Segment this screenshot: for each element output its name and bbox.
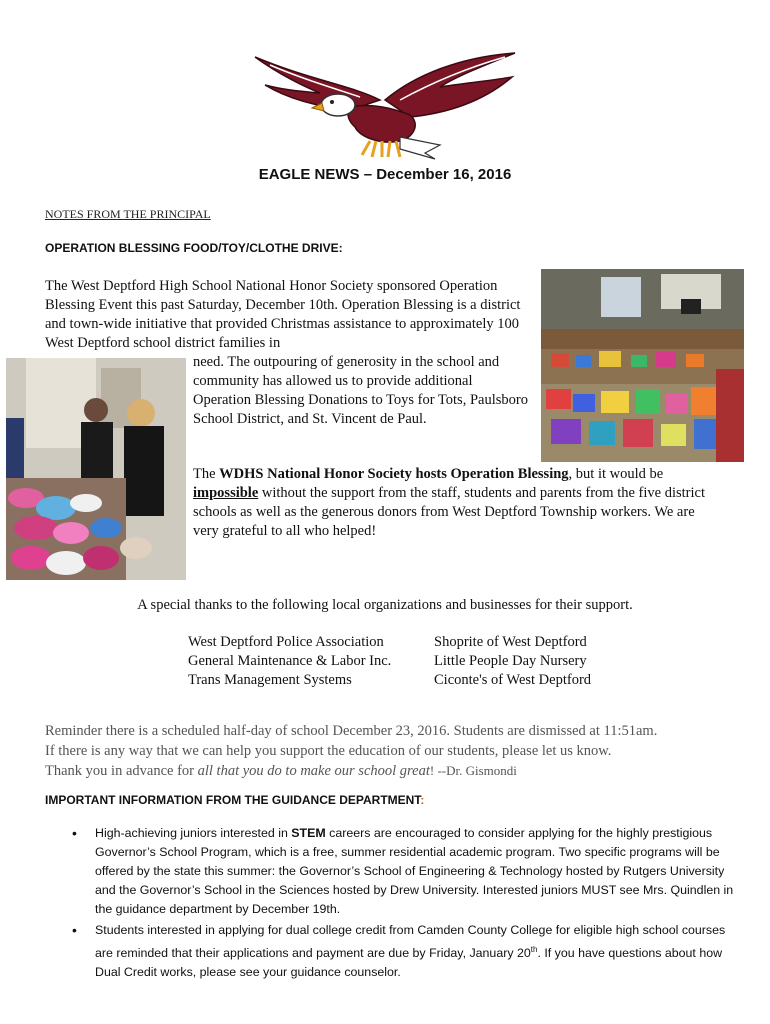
dual-credit-item-end: . If you have questions about how Dual Credit works, please see your guidance counselor. xyxy=(95,946,723,980)
stem-bold: STEM xyxy=(291,826,326,840)
honor-society-bold-text: WDHS National Honor Society hosts Operation Blessing xyxy=(219,466,569,482)
honor-society-paragraph xyxy=(193,465,723,541)
drive-heading: OPERATION BLESSING FOOD/TOY/CLOTHE DRIVE: xyxy=(45,241,343,255)
sponsor-item: Trans Management Systems xyxy=(188,672,352,688)
guidance-list xyxy=(76,824,736,984)
sponsor-item: General Maintenance & Labor Inc. xyxy=(188,653,392,669)
signoff-signature: ! --Dr. Gismondi xyxy=(429,763,517,778)
honor-society-text-start: The xyxy=(193,466,220,482)
reminder-signoff-line xyxy=(45,761,745,781)
sponsor-item: Ciconte's of West Deptford xyxy=(434,672,592,688)
sponsors-right-column xyxy=(434,633,591,690)
signoff-text: Thank you in advance for xyxy=(45,763,198,779)
page-title: EAGLE NEWS – December 16, 2016 xyxy=(258,166,512,183)
stem-item-start: High-achieving juniors interested in xyxy=(95,826,292,840)
signoff-italic: all that you do to make our school great xyxy=(197,763,430,779)
honor-society-text-mid: , but it would be xyxy=(568,466,664,482)
volunteers-photo xyxy=(6,358,186,580)
impossible-emphasis: impossible xyxy=(193,485,259,501)
dual-credit-item-start: Students interested in applying for dual college credit from Camden County College for eligible high school courses are reminded that their applications and payment are due by Friday, January 20 xyxy=(95,923,726,961)
reminder-line: Reminder there is a scheduled half-day of school December 23, 2016. Students are dismissed at 11:51am. xyxy=(45,723,658,739)
dual-credit-superscript: th xyxy=(530,945,538,954)
sponsors-left-column xyxy=(188,633,391,690)
stem-item-end: careers are encouraged to consider applying for the highly prestigious Governor’s School Program, which is a free, summer residential academic program. Two specific programs will be offered by the state this summer: the Governor’s School of Engineering & Technology hosted by Rutgers University and the Governor’s School in the Sciences hosted by Drew University. Interested juniors MUST see Mrs. Quindlen in the guidance department by December 19th. xyxy=(95,826,734,916)
operation-blessing-paragraph-top: The West Deptford High School National Honor Society sponsored Operation Blessing Event this past Saturday, December 10th. Operation Blessing is a district and town-wide initiative that provided Christmas assistance to approximately 100 West Deptford school district families in xyxy=(45,278,521,351)
sponsor-item: Little People Day Nursery xyxy=(434,653,587,669)
operation-blessing-paragraph-bottom: need. The outpouring of generosity in the school and community has allowed us to provide additional Operation Blessing Donations to Toys for Tots, Paulsboro School District, and St. Vincent de Paul. xyxy=(193,354,528,427)
principal-section-heading: NOTES FROM THE PRINCIPAL xyxy=(45,207,211,221)
sponsor-item: West Deptford Police Association xyxy=(188,634,384,650)
list-item xyxy=(76,921,736,982)
guidance-heading-text: IMPORTANT INFORMATION FROM THE GUIDANCE DEPARTMENT xyxy=(45,793,421,807)
honor-society-text-end: without the support from the staff, students and parents from the five district schools as well as the generous donors from West Deptford Township workers. We are very grateful to all who helped! xyxy=(193,485,705,539)
principal-reminder xyxy=(45,721,745,781)
guidance-heading-colon: : xyxy=(420,793,425,807)
list-item xyxy=(76,824,736,919)
guidance-heading xyxy=(45,793,424,807)
special-thanks-line: A special thanks to the following local organizations and businesses for their support. xyxy=(137,597,633,613)
eagle-logo-icon xyxy=(250,45,520,160)
toy-donations-photo xyxy=(541,269,744,462)
reminder-line: If there is any way that we can help you support the education of our students, please let us know. xyxy=(45,743,612,759)
sponsor-item: Shoprite of West Deptford xyxy=(434,634,587,650)
